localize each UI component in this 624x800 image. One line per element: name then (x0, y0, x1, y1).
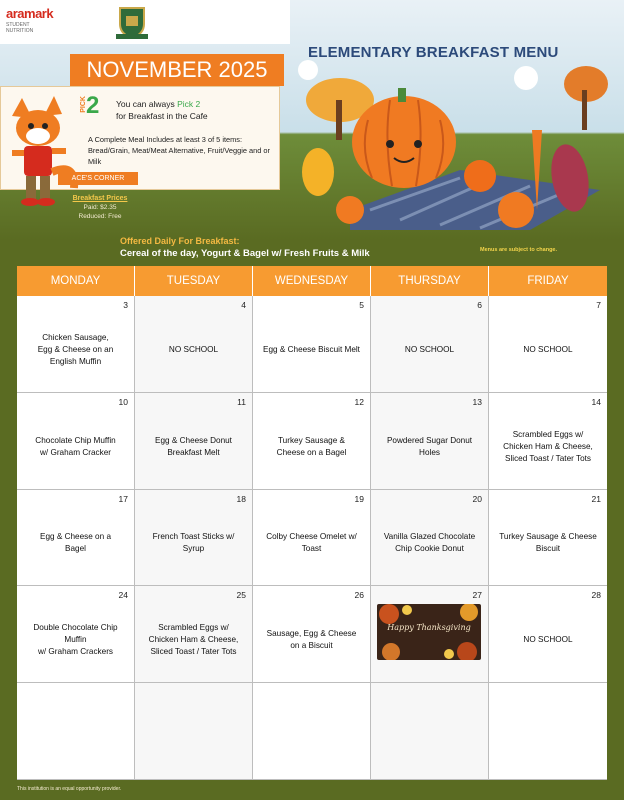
day-header: TUESDAY (135, 266, 253, 296)
calendar-day-cell (371, 586, 489, 683)
day-number: 13 (472, 396, 482, 407)
day-number: 27 (472, 590, 482, 601)
menu-calendar (17, 266, 607, 780)
day-number: 20 (472, 493, 482, 504)
day-number: 24 (118, 590, 128, 601)
daily-items: Cereal of the day, Yogurt & Bagel w/ Fresh Fruits & Milk (120, 248, 370, 259)
calendar-day-cell (17, 393, 135, 490)
meal-item: Double Chocolate Chip Muffin w/ Graham Crackers (33, 623, 118, 657)
meal-item: Egg & Cheese Donut Breakfast Melt (155, 435, 232, 457)
school-crest-icon (112, 4, 152, 40)
meal-item: NO SCHOOL (168, 344, 219, 354)
month-banner: NOVEMBER 2025 (70, 54, 284, 86)
pick2-logo: PICK 2 (80, 92, 100, 119)
meal-item (493, 701, 603, 773)
meal-item: Scrambled Eggs w/ Chicken Ham & Cheese, Sliced Toast / Tater Tots (148, 623, 239, 657)
ace-fox-mascot-icon (4, 92, 84, 208)
day-number: 3 (123, 300, 128, 310)
day-number: 21 (591, 493, 601, 504)
aramark-subtitle: STUDENT NUTRITION (6, 22, 34, 34)
meal-item (375, 701, 484, 773)
meal-item: Vanilla Glazed Chocolate Chip Cookie Donut (383, 532, 476, 554)
subject-to-change-note: Menus are subject to change. (480, 247, 558, 253)
calendar-day-cell (253, 586, 371, 683)
calendar-day-cell (135, 586, 253, 683)
thanksgiving-text: Happy Thanksgiving (387, 623, 471, 633)
weekday-header (17, 266, 607, 296)
price-paid: Paid: $2.35 (83, 204, 117, 211)
meal-item: Egg & Cheese Biscuit Melt (263, 344, 360, 354)
header-area (0, 0, 624, 240)
calendar-day-cell (489, 586, 607, 683)
aramark-logo: aramark (6, 6, 54, 21)
meal-item: French Toast Sticks w/ Syrup (152, 532, 235, 554)
day-number: 25 (236, 590, 246, 601)
meal-item: Sausage, Egg & Cheese on a Biscuit (266, 629, 357, 651)
meal-item: Chicken Sausage, Egg & Cheese on an English Muffin (37, 332, 114, 366)
calendar-day-cell (253, 683, 371, 780)
meal-item: Scrambled Eggs w/ Chicken Ham & Cheese, Sliced Toast / Tater Tots (503, 429, 593, 463)
calendar-day-cell (489, 393, 607, 490)
offered-daily-label: Offered Daily For Breakfast: (120, 236, 240, 246)
day-header: THURSDAY (371, 266, 489, 296)
calendar-day-cell (135, 296, 253, 393)
day-header: WEDNESDAY (253, 266, 371, 296)
calendar-day-cell (17, 683, 135, 780)
pick2-text: You can always Pick 2 for Breakfast in the Cafe (116, 99, 208, 121)
autumn-picnic-illustration (280, 60, 624, 230)
calendar-day-cell (253, 296, 371, 393)
meal-item: NO SCHOOL (404, 344, 455, 354)
complete-meal-text: A Complete Meal Includes at least 3 of 5 items: Bread/Grain, Meat/Meat Alternative, Fruit/Veggie and or Milk (88, 135, 270, 166)
day-number: 4 (241, 300, 246, 310)
day-number: 18 (236, 493, 246, 504)
day-number: 14 (591, 396, 601, 407)
calendar-day-cell (17, 586, 135, 683)
day-number: 7 (596, 300, 601, 310)
day-number: 12 (354, 396, 364, 407)
calendar-day-cell (371, 683, 489, 780)
menu-title: ELEMENTARY BREAKFAST MENU (308, 44, 559, 61)
calendar-day-cell (17, 490, 135, 587)
meal-item: Chocolate Chip Muffin w/ Graham Cracker (35, 435, 116, 457)
calendar-day-cell (135, 683, 253, 780)
calendar-day-cell (489, 296, 607, 393)
day-number: 10 (118, 396, 128, 407)
prices-title: Breakfast Prices (72, 195, 128, 202)
calendar-day-cell (135, 393, 253, 490)
meal-item (139, 701, 248, 773)
day-header: FRIDAY (489, 266, 607, 296)
breakfast-prices (70, 194, 130, 221)
equal-opportunity-note: This institution is an equal opportunity provider. (17, 786, 122, 792)
calendar-day-cell (489, 683, 607, 780)
calendar-day-cell (253, 490, 371, 587)
meal-item: Powdered Sugar Donut Holes (386, 435, 473, 457)
meal-item: NO SCHOOL (523, 344, 573, 354)
calendar-day-cell (489, 490, 607, 587)
day-number: 11 (237, 396, 246, 407)
meal-item: Turkey Sausage & Cheese on a Bagel (276, 435, 347, 457)
price-reduced: Reduced: Free (78, 213, 122, 220)
day-number: 28 (591, 590, 601, 601)
day-header: MONDAY (17, 266, 135, 296)
day-number: 19 (354, 493, 364, 504)
day-number: 6 (477, 300, 482, 310)
meal-item: NO SCHOOL (523, 635, 573, 645)
calendar-day-cell (17, 296, 135, 393)
meal-item (21, 701, 130, 773)
calendar-day-cell (371, 296, 489, 393)
calendar-day-cell (253, 393, 371, 490)
calendar-day-cell (371, 393, 489, 490)
day-number: 17 (118, 493, 128, 504)
ace-corner-label: ACE'S CORNER (58, 172, 138, 185)
calendar-day-cell (135, 490, 253, 587)
calendar-grid (17, 296, 607, 780)
meal-item: Colby Cheese Omelet w/ Toast (266, 532, 357, 554)
meal-item: Turkey Sausage & Cheese Biscuit (499, 532, 597, 554)
meal-item (375, 604, 484, 676)
calendar-day-cell (371, 490, 489, 587)
meal-item (257, 701, 366, 773)
day-number: 26 (354, 590, 364, 601)
day-number: 5 (359, 300, 364, 310)
meal-item: Egg & Cheese on a Bagel (39, 532, 111, 554)
